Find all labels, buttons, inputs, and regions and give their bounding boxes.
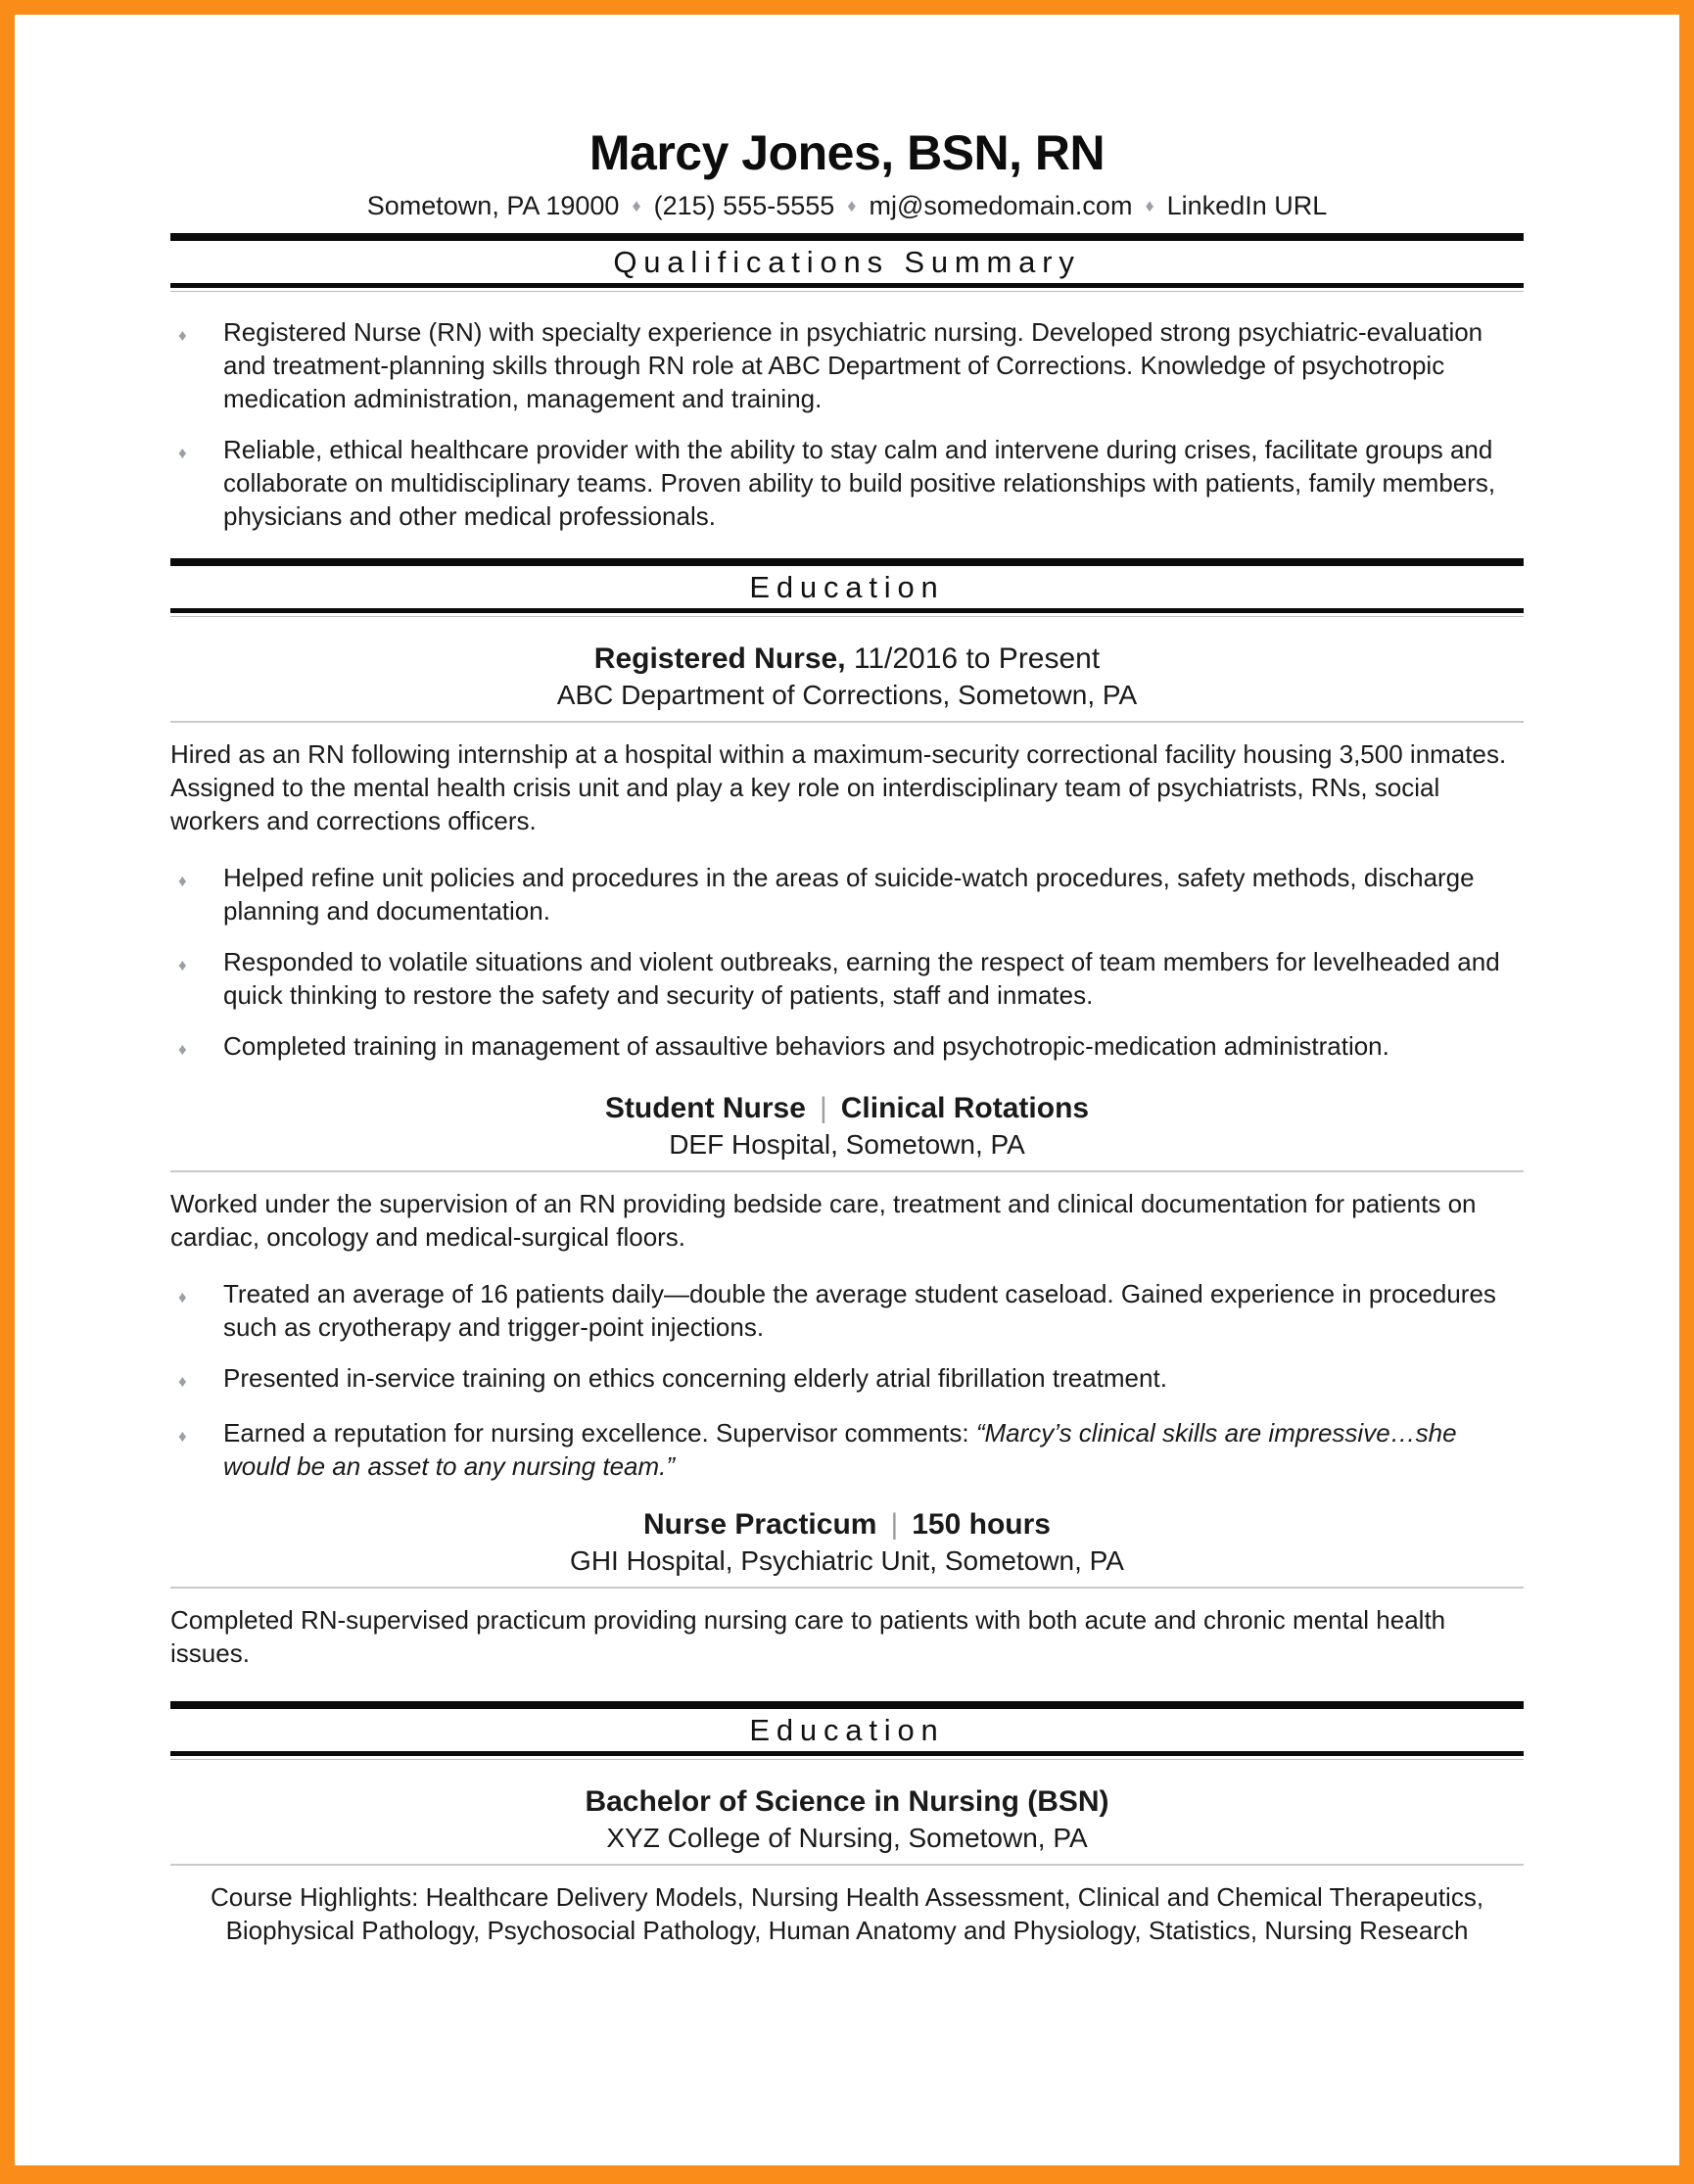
job-divider	[170, 1170, 1524, 1172]
bullet-item	[170, 1029, 1524, 1067]
diamond-separator-icon: ♦	[847, 196, 857, 215]
bullet-text: Presented in-service training on ethics concerning elderly atrial fibrillation treatment.	[223, 1363, 1167, 1393]
bullet-text: Responded to volatile situations and violent outbreaks, earning the respect of team members for levelheaded and quick thinking to restore the safety and security of patients, staff and inmates.	[223, 947, 1500, 1010]
section-rule-hairline	[170, 616, 1524, 617]
section-header-education	[170, 1701, 1524, 1760]
resume-content	[170, 124, 1524, 1947]
degree-school: XYZ College of Nursing, Sometown, PA	[606, 1823, 1088, 1853]
bullet-text: Helped refine unit policies and procedures in the areas of suicide-watch procedures, safety methods, discharge planning and documentation.	[223, 863, 1475, 926]
job-summary: Hired as an RN following internship at a hospital within a maximum-security correctional facility housing 3,500 inmates. Assigned to the mental health crisis unit and play a key role on interdisciplinary team of psychiatrists, RNs, social workers and corrections officers.	[170, 739, 1507, 835]
contact-phone: (215) 555-5555	[653, 191, 835, 220]
bullet-item	[170, 945, 1524, 1012]
section-header-qualifications	[170, 233, 1524, 292]
bullet-item	[170, 315, 1524, 415]
bullet-text-lead: Earned a reputation for nursing excellence. Supervisor comments:	[223, 1418, 976, 1448]
section-rule-hairline	[170, 291, 1524, 292]
page-title: Marcy Jones, BSN, RN	[588, 125, 1106, 180]
job-bullet-list	[170, 861, 1524, 1067]
bullet-text: Completed training in management of assaultive behaviors and psychotropic-medication administration.	[223, 1031, 1389, 1061]
pipe-separator: |	[819, 1092, 827, 1124]
diamond-bullet-icon: ♦	[178, 1040, 187, 1059]
diamond-bullet-icon: ♦	[178, 872, 187, 890]
bullet-item	[170, 1361, 1524, 1399]
bullet-item	[170, 433, 1524, 533]
pipe-separator: |	[890, 1508, 899, 1541]
section-rule-bottom	[170, 1751, 1524, 1756]
bullet-text	[223, 1416, 1524, 1483]
job-title-detail: Clinical Rotations	[840, 1092, 1090, 1124]
diamond-bullet-icon: ♦	[178, 1372, 187, 1391]
job-summary: Completed RN-supervised practicum providing nursing care to patients with both acute and chronic mental health issues.	[170, 1605, 1446, 1668]
qualifications-bullet-list	[170, 315, 1524, 533]
job-title	[170, 1508, 1524, 1542]
bullet-text: Registered Nurse (RN) with specialty experience in psychiatric nursing. Developed strong psychiatric-evaluation and treatment-planning skills through RN role at ABC Department of Corrections. Knowledge of psychotropic medication administration, management and training.	[223, 317, 1483, 413]
diamond-bullet-icon: ♦	[178, 444, 187, 462]
job-divider	[170, 721, 1524, 723]
job-divider	[170, 1587, 1524, 1589]
section-title: Education	[749, 570, 945, 604]
section-header-experience	[170, 558, 1524, 617]
job-title-detail: 150 hours	[912, 1508, 1051, 1541]
diamond-bullet-icon: ♦	[178, 326, 187, 345]
diamond-separator-icon: ♦	[632, 196, 641, 215]
job-title-dates: 11/2016 to Present	[845, 642, 1101, 675]
bullet-text: Reliable, ethical healthcare provider with the ability to stay calm and intervene during crises, facilitate groups and collaborate on multidisciplinary teams. Proven ability to build positive relationships with patients, family members, physicians and other medical professionals.	[223, 435, 1496, 531]
contact-email: mj@somedomain.com	[869, 191, 1133, 220]
job-subtitle: GHI Hospital, Psychiatric Unit, Sometown, PA	[570, 1545, 1124, 1576]
job-bullet-list	[170, 1277, 1524, 1483]
diamond-bullet-icon: ♦	[178, 1288, 187, 1306]
bullet-item	[170, 861, 1524, 927]
section-rule-bottom	[170, 608, 1524, 613]
contact-line	[170, 191, 1524, 221]
section-rule-hairline	[170, 1759, 1524, 1760]
section-title: Qualifications Summary	[613, 245, 1081, 279]
job-subtitle: ABC Department of Corrections, Sometown, PA	[556, 680, 1138, 710]
job-subtitle: DEF Hospital, Sometown, PA	[669, 1129, 1025, 1160]
bullet-text: Treated an average of 16 patients daily—double the average student caseload. Gained experience in procedures such as cryotherapy and trigger-point injections.	[223, 1279, 1496, 1342]
diamond-bullet-icon: ♦	[178, 956, 187, 974]
degree-name: Bachelor of Science in Nursing (BSN)	[585, 1785, 1109, 1818]
bullet-item	[170, 1277, 1524, 1344]
contact-location: Sometown, PA 19000	[366, 191, 620, 220]
job-title	[170, 1092, 1524, 1125]
section-rule-bottom	[170, 283, 1524, 288]
job-title-role: Nurse Practicum	[643, 1508, 877, 1541]
course-highlights: Course Highlights: Healthcare Delivery Models, Nursing Health Assessment, Clinical and Chemical Therapeutics, Biophysical Pathology, Psychosocial Pathology, Human Anatomy and Physiology, Statistics, Nursing Research	[210, 1882, 1484, 1945]
section-rule-top	[170, 1701, 1524, 1709]
section-rule-top	[170, 233, 1524, 241]
job-title	[170, 642, 1524, 676]
section-rule-top	[170, 558, 1524, 566]
degree-divider	[170, 1864, 1524, 1866]
section-title: Education	[749, 1713, 945, 1747]
bullet-text-quote: “Marcy’s clinical skills are impressive…she would be an asset to any nursing team.”	[223, 1418, 1457, 1481]
degree-title	[170, 1785, 1524, 1819]
job-title-role: Registered Nurse,	[593, 642, 846, 675]
diamond-separator-icon: ♦	[1145, 196, 1154, 215]
job-title-role: Student Nurse	[604, 1092, 806, 1124]
bullet-item	[170, 1416, 1524, 1483]
diamond-bullet-icon: ♦	[178, 1427, 187, 1446]
contact-linkedin: LinkedIn URL	[1166, 191, 1328, 220]
job-summary: Worked under the supervision of an RN providing bedside care, treatment and clinical documentation for patients on cardiac, oncology and medical-surgical floors.	[170, 1189, 1477, 1252]
